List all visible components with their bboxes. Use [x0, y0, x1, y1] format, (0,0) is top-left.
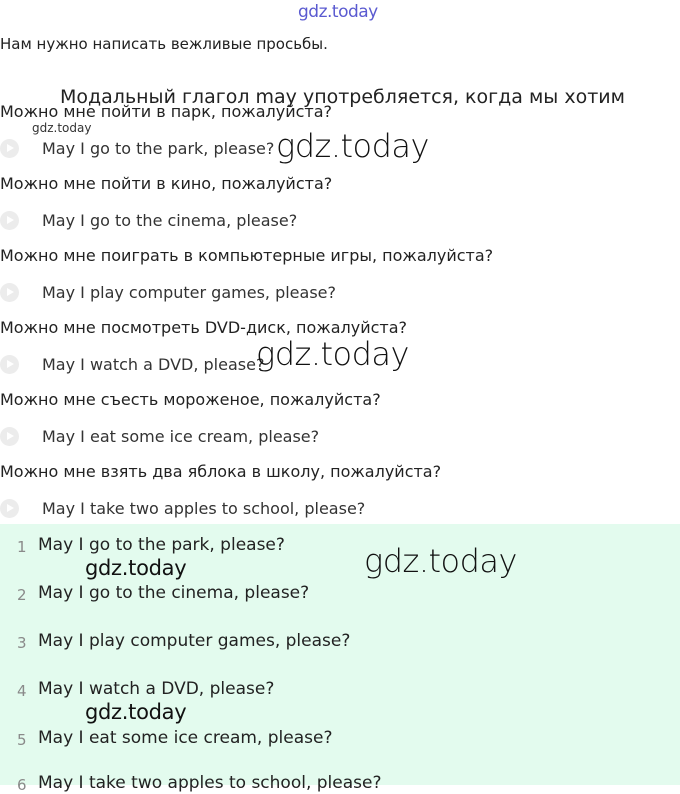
play-icon[interactable]: [0, 355, 19, 374]
audio-row: [0, 279, 336, 305]
play-icon[interactable]: [0, 139, 19, 158]
russian-sentence: Можно мне пойти в парк, пожалуйста?: [0, 102, 333, 121]
english-sentence: May I play computer games, please?: [42, 282, 336, 302]
answer-text: May I go to the cinema, please?: [38, 583, 310, 603]
play-icon[interactable]: [0, 283, 19, 302]
cut-off-line: Модальный глагол may употребляется, когда мы хотим: [60, 86, 625, 108]
watermark-medium: gdz.today: [85, 700, 187, 724]
english-sentence: May I take two apples to school, please?: [42, 498, 366, 518]
audio-row: [0, 207, 297, 233]
english-sentence: May I go to the park, please?: [42, 138, 275, 158]
russian-sentence: Можно мне съесть мороженое, пожалуйста?: [0, 390, 381, 409]
answer-number: 5: [17, 731, 27, 749]
answer-number: 6: [17, 776, 27, 794]
intro-text: Нам нужно написать вежливые просьбы.: [0, 35, 328, 53]
answer-number: 1: [17, 538, 27, 556]
answers-panel: [0, 524, 680, 794]
audio-row: [0, 351, 264, 377]
watermark-large: gdz.today: [276, 127, 429, 165]
play-icon[interactable]: [0, 211, 19, 230]
english-sentence: May I eat some ice cream, please?: [42, 426, 320, 446]
answer-text: May I eat some ice cream, please?: [38, 728, 333, 748]
russian-sentence: Можно мне посмотреть DVD-диск, пожалуйста?: [0, 318, 408, 337]
play-icon[interactable]: [0, 427, 19, 446]
answer-number: 3: [17, 634, 27, 652]
answer-text: May I go to the park, please?: [38, 535, 285, 555]
answer-text: May I take two apples to school, please?: [38, 773, 382, 793]
answer-number: 2: [17, 586, 27, 604]
watermark-large: gdz.today: [364, 542, 517, 580]
russian-sentence: Можно мне поиграть в компьютерные игры, пожалуйста?: [0, 246, 494, 265]
audio-row: [0, 423, 319, 449]
answer-text: May I play computer games, please?: [38, 631, 351, 651]
watermark-large: gdz.today: [256, 335, 409, 373]
russian-sentence: Можно мне взять два яблока в школу, пожалуйста?: [0, 462, 442, 481]
watermark-top: gdz.today: [298, 2, 378, 22]
audio-row: [0, 495, 365, 521]
watermark-medium: gdz.today: [85, 556, 187, 580]
answer-number: 4: [17, 682, 27, 700]
play-icon[interactable]: [0, 499, 19, 518]
watermark-small: gdz.today: [32, 121, 92, 135]
audio-row: [0, 135, 274, 161]
english-sentence: May I go to the cinema, please?: [42, 210, 298, 230]
russian-sentence: Можно мне пойти в кино, пожалуйста?: [0, 174, 333, 193]
english-sentence: May I watch a DVD, please?: [42, 354, 265, 374]
answer-text: May I watch a DVD, please?: [38, 679, 275, 699]
